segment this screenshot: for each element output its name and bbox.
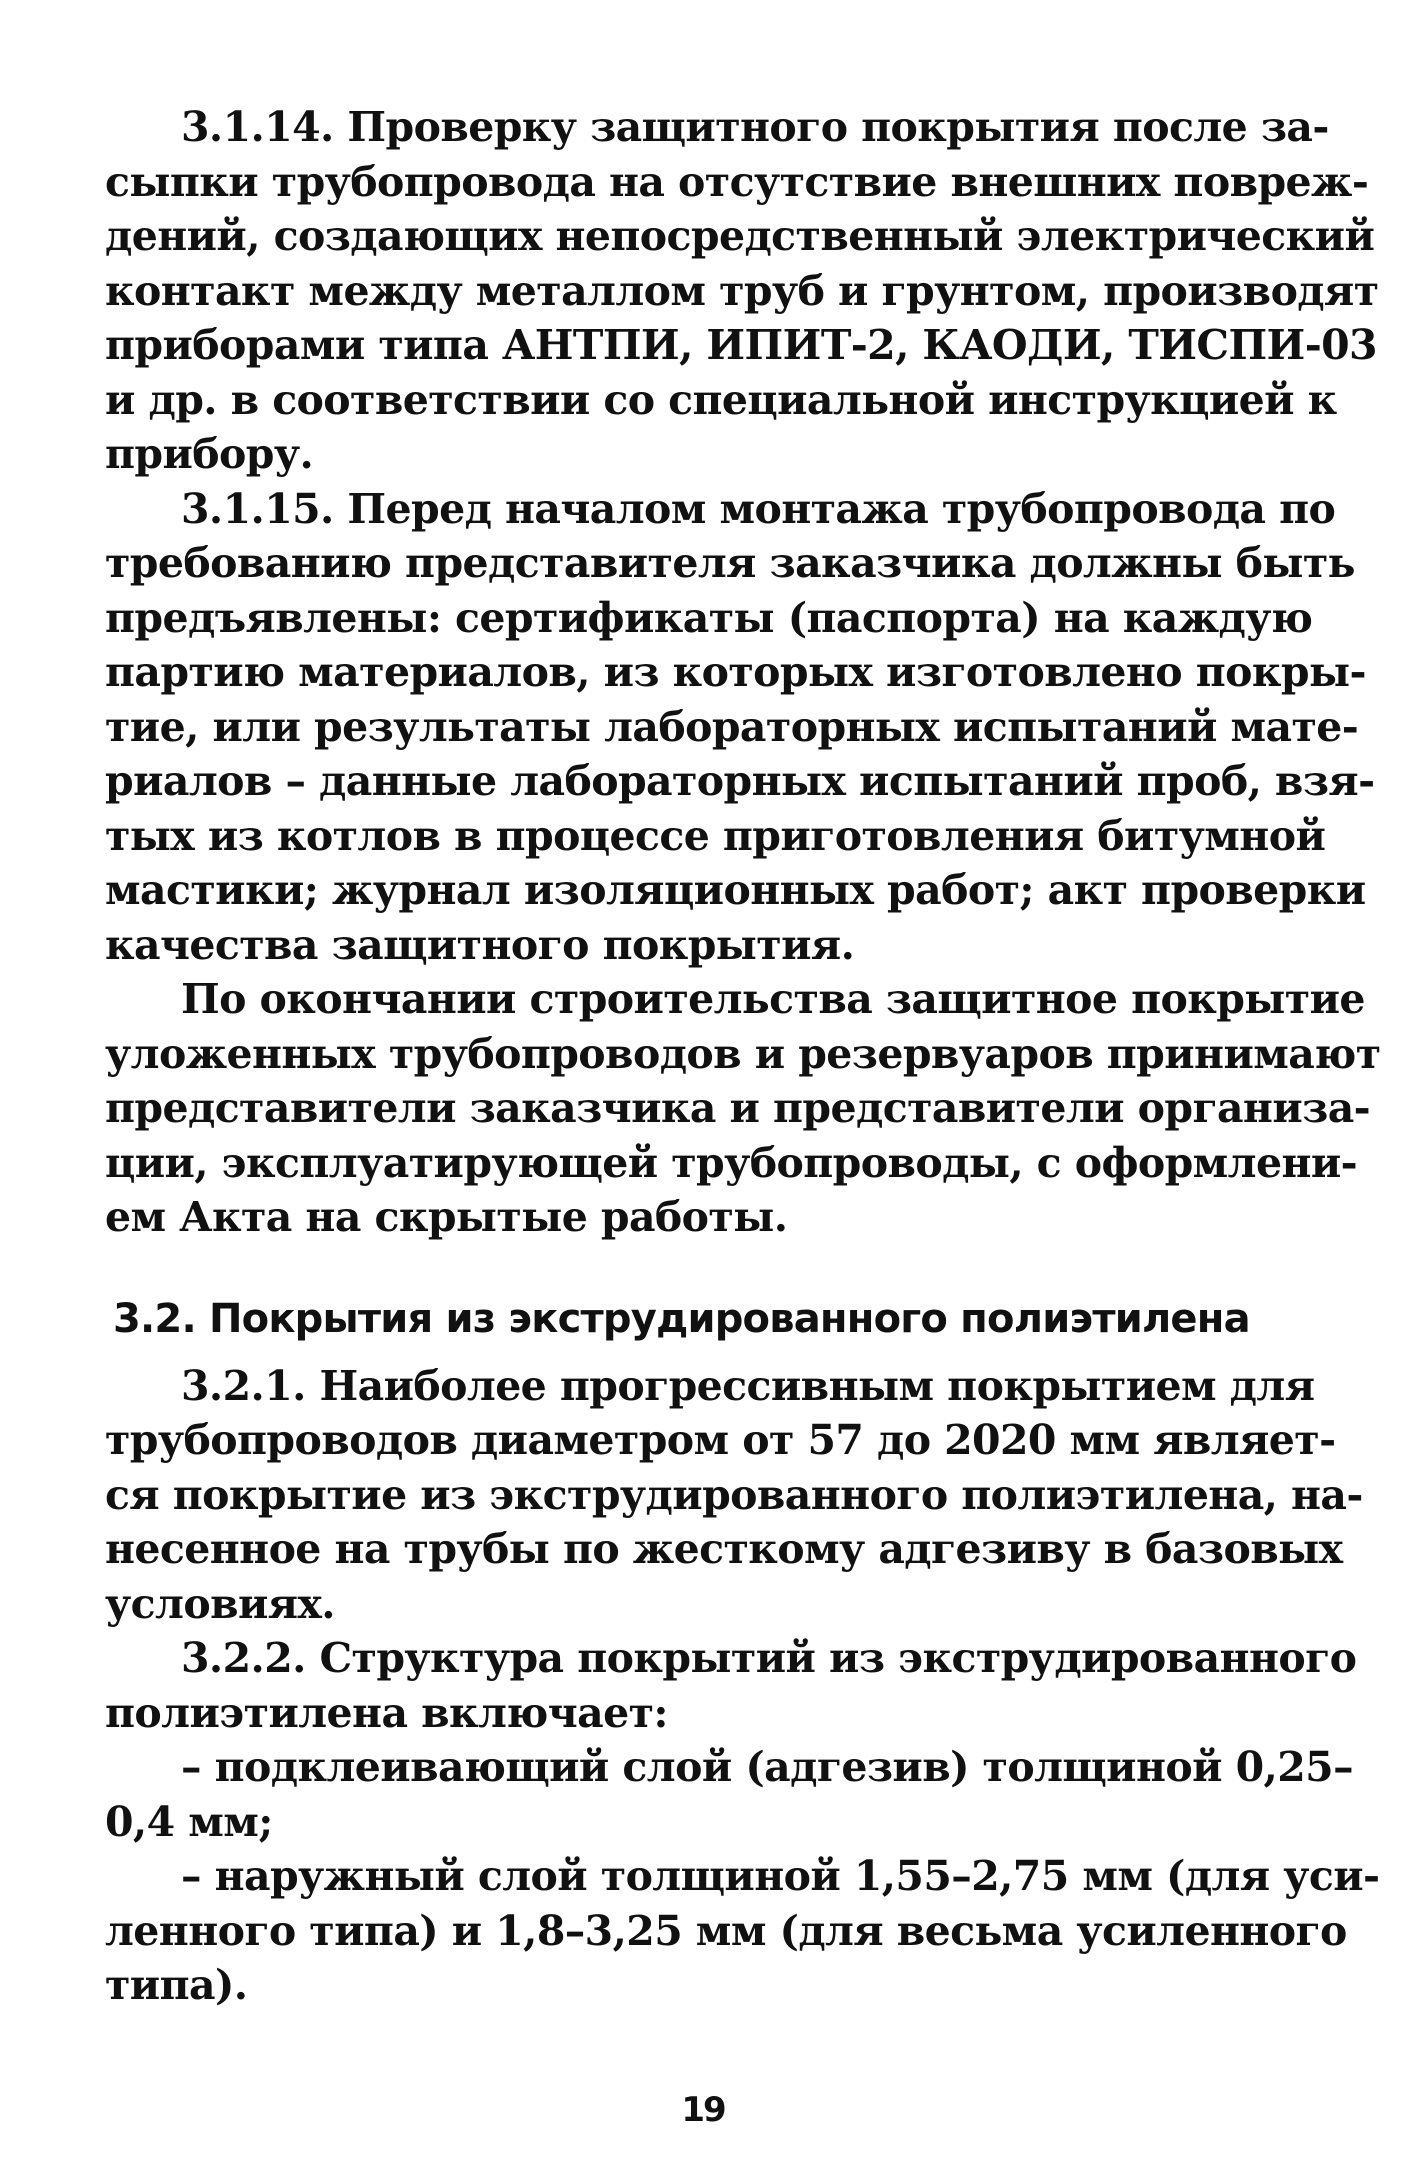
text-line: тых из котлов в процессе приготовления битумной: [105, 811, 1326, 860]
text-line: приборами типа АНТПИ, ИПИТ-2, КАОДИ, ТИСПИ-03: [105, 321, 1377, 369]
list-item-adhesive-layer: [105, 1740, 1353, 1849]
text-line: и др. в соответствии со специальной инструкцией к: [105, 375, 1337, 424]
text-line: партию материалов, из которых изготовлено покры-: [105, 648, 1366, 696]
text-line: уложенных трубопроводов и резервуаров принимают: [105, 1029, 1381, 1078]
text-line: дений, создающих непосредственный электрический: [105, 212, 1375, 260]
text-line: предъявлены: сертификаты (паспорта) на каждую: [105, 593, 1313, 642]
text-line: качества защитного покрытия.: [105, 920, 855, 969]
text-line: мастики; журнал изоляционных работ; акт проверки: [105, 866, 1366, 914]
text-line: трубопроводов диаметром от 57 до 2020 мм являет-: [105, 1416, 1336, 1464]
page-number: 19: [681, 2090, 725, 2130]
text-line: представители заказчика и представители организа-: [105, 1084, 1371, 1132]
paragraph-acceptance: [105, 972, 1381, 1245]
text-line: полиэтилена включает:: [105, 1688, 668, 1737]
text-line: сыпки трубопровода на отсутствие внешних повреж-: [105, 157, 1369, 206]
text-line: контакт между металлом труб и грунтом, производят: [105, 266, 1379, 315]
paragraph-3-1-15: [105, 482, 1375, 973]
paragraph-3-1-14: [105, 100, 1379, 482]
text-line: требованию представителя заказчика должны быть: [105, 539, 1355, 587]
section-heading-3-2: 3.2. Покрытия из экструдированного полиэтилена: [113, 1295, 1250, 1342]
text-line: несенное на трубы по жесткому адгезиву в базовых: [105, 1525, 1343, 1573]
text-line: ся покрытие из экструдированного полиэтилена, на-: [105, 1470, 1363, 1519]
text-line: 3.1.14. Проверку защитного покрытия после за-: [181, 103, 1329, 151]
document-page: [105, 100, 1381, 2013]
text-line: тие, или результаты лабораторных испытаний мате-: [105, 702, 1359, 751]
text-line: прибору.: [105, 430, 314, 478]
text-line: По окончании строительства защитное покрытие: [181, 975, 1365, 1023]
paragraph-3-2-2: [105, 1631, 1357, 1740]
text-line: типа).: [105, 1961, 248, 2009]
text-line: ем Акта на скрытые работы.: [105, 1193, 788, 1241]
text-line: – наружный слой толщиной 1,55–2,75 мм (для уси-: [181, 1852, 1380, 1900]
text-line: ции, эксплуатирующей трубопроводы, с оформлени-: [105, 1138, 1358, 1187]
text-line: – подклеивающий слой (адгезив) толщиной 0,25–: [181, 1743, 1353, 1791]
text-line: 3.1.15. Перед началом монтажа трубопровода по: [181, 484, 1336, 533]
text-line: риалов – данные лабораторных испытаний проб, взя-: [105, 757, 1375, 805]
text-line: ленного типа) и 1,8–3,25 мм (для весьма усиленного: [105, 1906, 1347, 1955]
paragraph-3-2-1: [105, 1359, 1363, 1632]
text-line: условиях.: [105, 1579, 335, 1628]
text-line: 3.2.2. Структура покрытий из экструдированного: [181, 1634, 1357, 1682]
text-line: 0,4 мм;: [105, 1797, 273, 1846]
text-line: 3.2.1. Наиболее прогрессивным покрытием для: [181, 1361, 1315, 1410]
list-item-outer-layer: [105, 1849, 1380, 2013]
